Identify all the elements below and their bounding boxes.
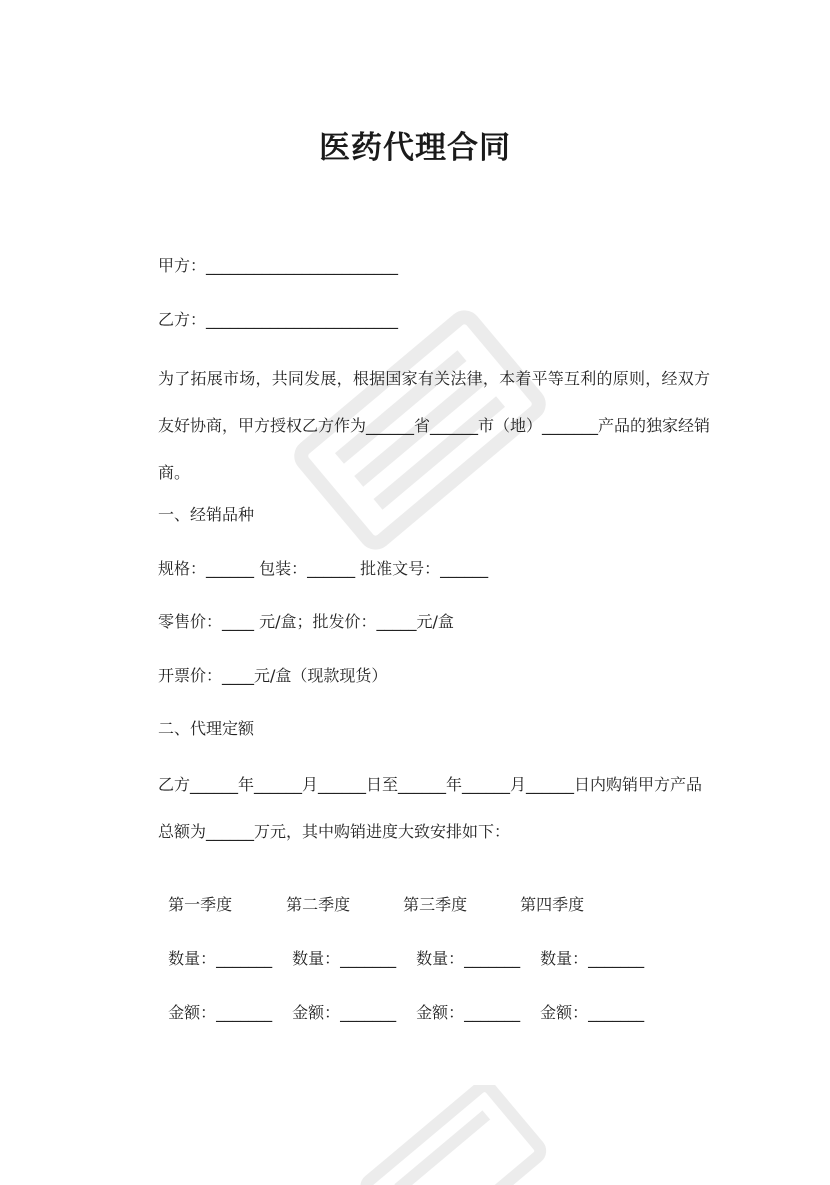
price-line: 零售价：____ 元/盒；批发价：_____元/盒	[158, 612, 454, 631]
quantity-cell-3: 数量：_______	[416, 949, 521, 968]
spec-line: 规格：______ 包装：______ 批准文号：______	[158, 559, 489, 578]
quarter-4: 第四季度	[520, 895, 585, 914]
quarter-1: 第一季度	[168, 895, 233, 914]
party-b-line: 乙方：________________________	[158, 310, 399, 329]
amount-cell-3: 金额：_______	[416, 1003, 521, 1022]
invoice-price-line: 开票价：____元/盒（现款现货）	[158, 666, 388, 685]
document-title: 医药代理合同	[319, 130, 511, 166]
amount-cell-4: 金额：_______	[540, 1003, 645, 1022]
intro-text: 为了拓展市场，共同发展，根据国家有关法律，本着平等互利的原则，经双方友好协商，甲方授权乙方作为______省______市（地）_______产品的独家经销商。	[158, 369, 711, 482]
quarter-3: 第三季度	[403, 895, 468, 914]
party-a-line: 甲方：________________________	[158, 256, 399, 275]
quantity-cell-1: 数量：_______	[168, 949, 273, 968]
watermark-logo-bottom	[340, 1085, 560, 1185]
section-2-heading: 二、代理定额	[158, 719, 255, 738]
quota-paragraph	[124, 761, 710, 855]
quantity-cell-2: 数量：_______	[292, 949, 397, 968]
amount-cell-2: 金额：_______	[292, 1003, 397, 1022]
section-1-heading: 一、经销品种	[158, 505, 255, 524]
quarter-2: 第二季度	[286, 895, 351, 914]
quantity-row	[158, 923, 644, 971]
amount-cell-1: 金额：_______	[168, 1003, 273, 1022]
quantity-cell-4: 数量：_______	[540, 949, 645, 968]
amount-row	[158, 977, 644, 1025]
intro-paragraph	[124, 355, 710, 496]
quarters-row	[158, 869, 584, 917]
quota-text: 乙方______年______月______日至______年______月______日内购销甲方产品总额为______万元，其中购销进度大致安排如下：	[158, 775, 703, 841]
